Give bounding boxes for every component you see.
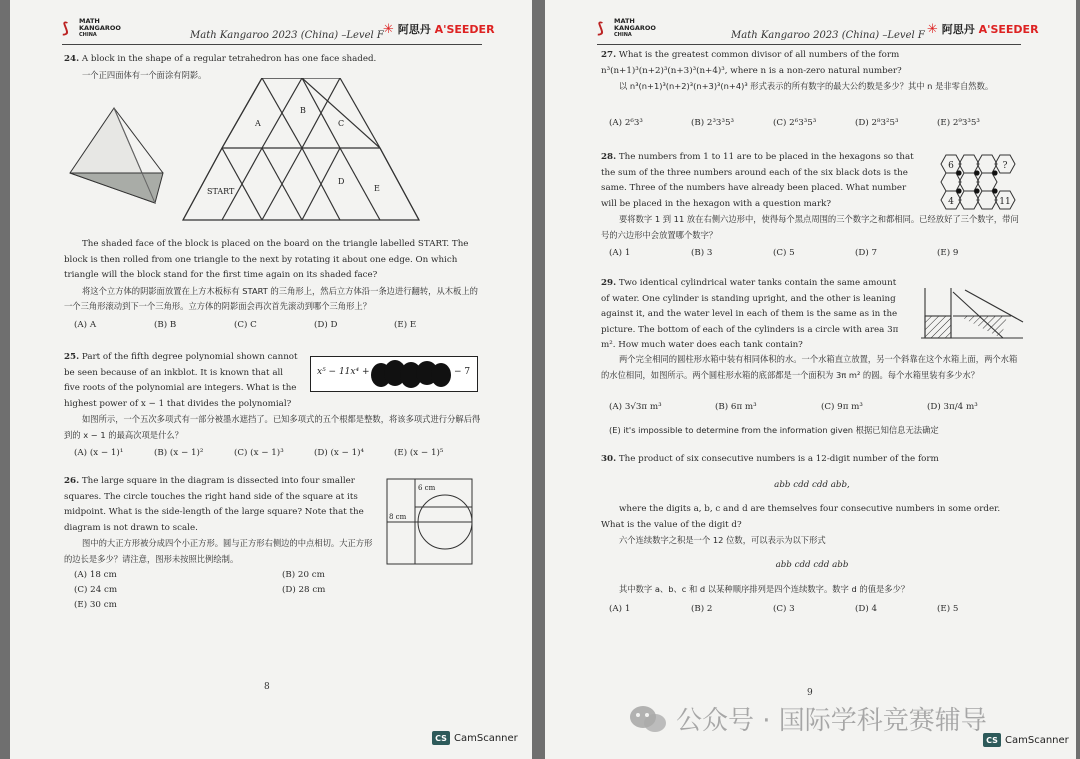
q26-option-e[interactable]: (E) 30 cm [74, 600, 117, 610]
q24-option-d[interactable]: (D) D [314, 320, 338, 330]
q25-option-a[interactable]: (A) (x − 1)¹ [74, 448, 124, 458]
polynomial-box [310, 356, 478, 392]
question-29: 29. Two identical cylindrical water tanks contain the same amount of water. One cylinder is standing upright, and the other is leaning against it, and the water level in each of them is the same as in the picture. The bottom of each of the cylinders is a circle with area 3π m². How much water does each tank contain? [601, 278, 899, 350]
page-header [10, 14, 532, 46]
q30-option-c[interactable]: (C) 3 [773, 604, 795, 614]
q28-option-c[interactable]: (C) 5 [773, 248, 795, 258]
inkblot-icon [371, 359, 453, 389]
q28-options [609, 248, 1019, 262]
q26-options [74, 570, 474, 614]
q30-option-e[interactable]: (E) 5 [937, 604, 959, 614]
left-page [10, 0, 532, 759]
camscanner-mark: CS CamScanner [983, 733, 1069, 747]
aseeder-star-icon: ✳ [927, 22, 938, 37]
q25-option-d[interactable]: (D) (x − 1)⁴ [314, 448, 364, 458]
right-page [545, 0, 1076, 759]
q30-option-a[interactable]: (A) 1 [609, 604, 631, 614]
header-title: Math Kangaroo 2023 (China) –Level F [731, 30, 925, 41]
water-tanks-figure [919, 286, 1025, 342]
q26-option-a[interactable]: (A) 18 cm [74, 570, 117, 580]
q29-option-d[interactable]: (D) 3π/4 m³ [927, 402, 978, 412]
label-6cm: 6 cm [418, 484, 436, 492]
question-25: 25. Part of the fifth degree polynomial shown cannot be seen because of an inkblot. It is known that all five roots of the polynomial are integers. What is the highest power of x − 1 that divides the polynomial? [64, 352, 298, 409]
question-24: 24. A block in the shape of a regular tetrahedron has one face shaded. 一个正四面体有一个面涂有阴影。 [64, 54, 377, 80]
board-label-c: C [338, 119, 345, 128]
square-circle-figure [385, 477, 475, 569]
q29-option-c[interactable]: (C) 9π m³ [821, 402, 863, 412]
question-25-zh: 如图所示，一个五次多项式有一部分被墨水遮挡了。已知多项式的五个根都是整数，将该多项式进行分解后得到的 x − 1 的最高次项是什么？ [64, 414, 481, 440]
polynomial-right: − 7 [454, 367, 471, 377]
q30-option-d[interactable]: (D) 4 [855, 604, 878, 614]
question-29-zh: 两个完全相同的圆柱形水箱中装有相同体积的水。一个水箱直立放置，另一个斜靠在这个水箱上面，两个水箱的水位相同，如图所示。两个圆柱形水箱的底部都是一个面积为 3π m² 的圆。每个水箱里装有多少水？ [601, 354, 1018, 380]
question-27: 27. What is the greatest common divisor of all numbers of the form n³(n+1)³(n+2)³(n+3)³(n+4)³, where n is a non-zero natural number? 以 n³(n+1)³(n+2)³(n+3)³(n+4)³ 形式表示的所有数字的最大公约数是多少？其中 n 是非零自然数。 [601, 50, 994, 91]
triangle-board [183, 78, 419, 220]
q24-options [74, 320, 474, 334]
q25-option-b[interactable]: (B) (x − 1)² [154, 448, 204, 458]
aseeder-star-icon: ✳ [383, 22, 394, 37]
q25-option-e[interactable]: (E) (x − 1)⁵ [394, 448, 444, 458]
q29-option-b[interactable]: (B) 6π m³ [715, 402, 757, 412]
q27-options [609, 118, 1019, 132]
q30-option-b[interactable]: (B) 2 [691, 604, 713, 614]
q27-option-d[interactable]: (D) 2⁸3²5³ [855, 118, 899, 128]
polynomial-left: x⁵ − 11x⁴ + [317, 367, 370, 377]
hex-label-4: 4 [948, 197, 954, 207]
q30-form-2: abb cdd cdd abb [775, 560, 849, 570]
question-30-body: where the digits a, b, c and d are themselves four consecutive numbers in some order. What is the value of the digit d? 六个连续数字之积是一个 12 位数，可以表示为以下形式 [601, 504, 1001, 545]
q30-options [609, 604, 1019, 618]
math-kangaroo-logo: ⟆ MATH KANGAROO CHINA [62, 17, 121, 38]
question-26: 26. The large square in the diagram is dissected into four smaller squares. The circle touches the right hand side of the square at its midpoint. What is the side-length of the large square? Note that the diagram is not drawn to scale. 图中的大正方形被分成四个小正方形。圆与正方形右侧边的中点相切。大正方形的边长是多少？请注意，图形未按照比例绘制。 [64, 476, 373, 564]
page-number: 9 [807, 688, 813, 698]
aseeder-logo: ✳ 阿思丹 A'SEEDER [383, 22, 495, 37]
question-30: 30. The product of six consecutive numbers is a 12-digit number of the form [601, 454, 939, 464]
q26-option-d[interactable]: (D) 28 cm [282, 585, 326, 595]
q25-options [74, 448, 474, 462]
math-kangaroo-logo: ⟆ MATH KANGAROO CHINA [597, 17, 656, 38]
q25-option-c[interactable]: (C) (x − 1)³ [234, 448, 284, 458]
board-label-b: B [300, 106, 306, 115]
q29-option-e[interactable]: (E) it's impossible to determine from the information given 根据已知信息无法确定 [609, 425, 939, 435]
wechat-watermark: 公众号 · 国际学科竞赛辅导 [628, 700, 987, 737]
question-28-zh: 要将数字 1 到 11 放在右侧六边形中，使得每个黑点周围的三个数字之和都相同。已经放好了三个数字，带问号的六边形中会放置哪个数字？ [601, 214, 1019, 240]
board-label-e: E [374, 184, 380, 193]
q27-option-b[interactable]: (B) 2³3³5³ [691, 118, 734, 128]
q26-option-c[interactable]: (C) 24 cm [74, 585, 118, 595]
q30-form: abb cdd cdd abb, [774, 480, 850, 490]
question-28: 28. The numbers from 1 to 11 are to be placed in the hexagons so that the sum of the three numbers around each of the six black dots is the same. Three of the numbers have already been placed. What number will be placed in the hexagon with a question mark? [601, 152, 914, 209]
board-label-start: START [207, 187, 235, 196]
q28-option-e[interactable]: (E) 9 [937, 248, 959, 258]
q24-option-c[interactable]: (C) C [234, 320, 257, 330]
question-30-zh2: 其中数字 a、b、c 和 d 以某种顺序排列是四个连续数字。数字 d 的值是多少？ [619, 584, 910, 594]
tetrahedron-board-figure [60, 78, 520, 228]
board-label-d: D [338, 177, 345, 186]
q29-option-e-row [609, 424, 1019, 438]
q28-option-a[interactable]: (A) 1 [609, 248, 631, 258]
q29-option-a[interactable]: (A) 3√3π m³ [609, 402, 662, 412]
q27-option-e[interactable]: (E) 2⁹3³5³ [937, 118, 980, 128]
question-24-body: The shaded face of the block is placed on the board on the triangle labelled START. The block is then rolled from one triangle to the next by rotating it about one edge. On which triangle will the block stand for the first time again on its shaded face? 将这个立方体的阴影面放置在上方木板标有 START 的三角形上，然后立方体沿一条边进行翻转，从木板上的一个三角形滚动到下一个三角形。立方体的阴影面会再次首先滚动到哪个三角形上？ [64, 239, 478, 311]
camscanner-mark: CS CamScanner [432, 731, 518, 745]
hex-label-11: 11 [999, 197, 1011, 207]
page-header [545, 14, 1076, 46]
camscanner-icon: CS [432, 731, 450, 745]
wechat-icon [628, 704, 668, 734]
camscanner-icon: CS [983, 733, 1001, 747]
header-title: Math Kangaroo 2023 (China) –Level F [190, 30, 384, 41]
q27-option-a[interactable]: (A) 2⁶3³ [609, 118, 643, 128]
aseeder-logo: ✳ 阿思丹 A'SEEDER [927, 22, 1039, 37]
hexagon-grid-figure [933, 150, 1025, 220]
page-number: 8 [264, 682, 270, 692]
q24-option-e[interactable]: (E) E [394, 320, 417, 330]
label-8cm: 8 cm [389, 513, 407, 521]
q28-option-b[interactable]: (B) 3 [691, 248, 713, 258]
board-label-a: A [255, 119, 261, 128]
q27-option-c[interactable]: (C) 2⁶3³5³ [773, 118, 817, 128]
tetrahedron-icon [70, 108, 163, 203]
kangaroo-icon: ⟆ [597, 19, 604, 37]
q24-option-b[interactable]: (B) B [154, 320, 177, 330]
hex-label-6: 6 [948, 161, 954, 171]
q29-options [609, 402, 1019, 416]
hex-label-question: ? [1002, 161, 1008, 171]
kangaroo-icon: ⟆ [62, 19, 69, 37]
q26-option-b[interactable]: (B) 20 cm [282, 570, 325, 580]
q24-option-a[interactable]: (A) A [74, 320, 97, 330]
q28-option-d[interactable]: (D) 7 [855, 248, 878, 258]
